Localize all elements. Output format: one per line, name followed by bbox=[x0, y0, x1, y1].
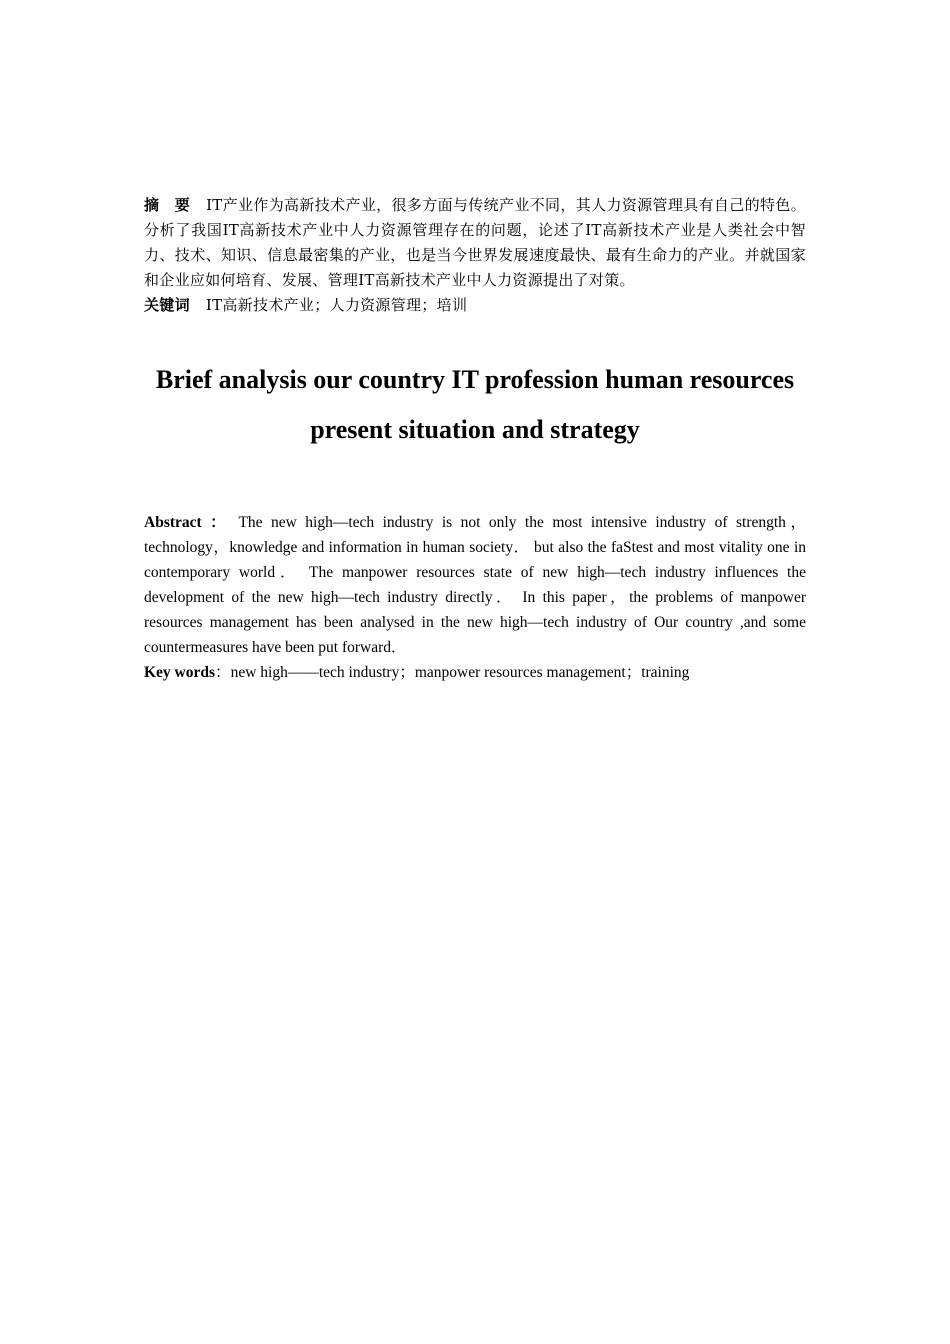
chinese-abstract-label: 摘 要 bbox=[144, 196, 191, 214]
chinese-keywords bbox=[144, 293, 806, 318]
chinese-keywords-text: IT高新技术产业；人力资源管理；培训 bbox=[205, 296, 468, 314]
english-keywords-label: Key words bbox=[144, 664, 216, 681]
english-abstract bbox=[144, 510, 806, 660]
english-keywords-text: new high——tech industry；manpower resources management；training bbox=[230, 664, 690, 681]
english-keywords bbox=[144, 660, 806, 685]
english-keywords-separator: ： bbox=[215, 664, 231, 681]
english-abstract-label: Abstract bbox=[144, 514, 202, 531]
chinese-abstract-text: IT产业作为高新技术产业，很多方面与传统产业不同，其人力资源管理具有自己的特色。分析了我国IT高新技术产业中人力资源管理存在的问题，论述了IT高新技术产业是人类社会中智力、技术、知识、信息最密集的产业，也是当今世界发展速度最快、最有生命力的产业。并就国家和企业应如何培育、发展、管理IT高新技术产业中人力资源提出了对策。 bbox=[144, 196, 806, 289]
english-abstract-text: The new high—tech industry is not only the most intensive industry of strength，technology，knowledge and information in human society． but also the faStest and most vitality one in contemporary world． The manpower resources state of new high—tech industry influences the development of the new high—tech industry directly． In this paper，the problems of manpower resources management has been analysed in the new high—tech industry of Our country ,and some countermeasures have been put forward． bbox=[144, 514, 806, 656]
chinese-abstract bbox=[144, 193, 806, 293]
english-abstract-separator: ： bbox=[210, 514, 231, 531]
document-page bbox=[144, 193, 806, 685]
english-title: Brief analysis our country IT profession human resources present situation and strategy bbox=[155, 365, 795, 444]
chinese-keywords-label: 关键词 bbox=[144, 296, 190, 314]
